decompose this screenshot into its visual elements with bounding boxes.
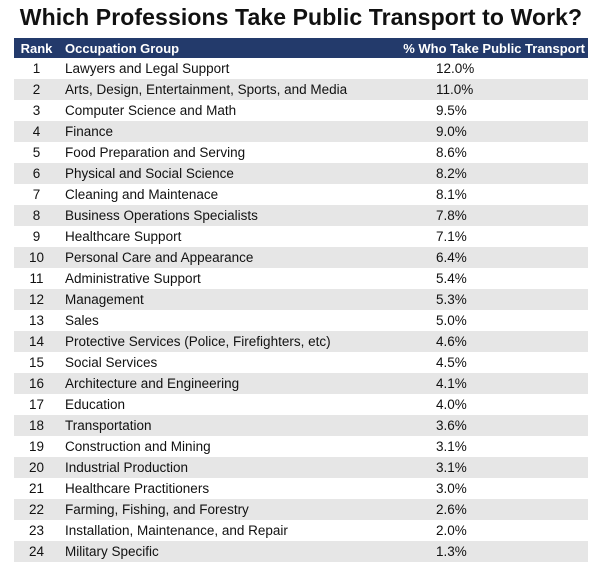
occupation-cell: Food Preparation and Serving — [65, 145, 246, 160]
table-row — [14, 163, 588, 184]
percent-cell: 8.6% — [436, 145, 467, 160]
table-row — [14, 58, 588, 79]
column-header-percent: % Who Take Public Transport — [403, 40, 585, 56]
rank-cell: 23 — [28, 523, 45, 538]
occupation-cell: Business Operations Specialists — [65, 208, 258, 223]
percent-cell: 4.0% — [436, 397, 467, 412]
rank-cell: 8 — [32, 208, 41, 223]
column-header-rank: Rank — [20, 40, 53, 56]
table-row — [14, 436, 588, 457]
table-row — [14, 331, 588, 352]
occupation-cell: Finance — [65, 124, 114, 139]
table-row — [14, 268, 588, 289]
occupation-cell: Healthcare Practitioners — [65, 481, 210, 496]
rank-cell: 4 — [32, 124, 41, 139]
percent-cell: 1.3% — [436, 544, 467, 559]
percent-cell: 12.0% — [436, 61, 475, 76]
table-header — [14, 38, 588, 58]
rank-cell: 11 — [29, 271, 44, 286]
occupation-cell: Computer Science and Math — [65, 103, 237, 118]
occupation-cell: Physical and Social Science — [65, 166, 234, 181]
occupation-cell: Sales — [65, 313, 99, 328]
rank-cell: 5 — [32, 145, 41, 160]
table-row — [14, 100, 588, 121]
table-row — [14, 499, 588, 520]
rank-cell: 22 — [28, 502, 45, 517]
occupation-cell: Construction and Mining — [65, 439, 211, 454]
percent-cell: 3.1% — [436, 439, 467, 454]
percent-cell: 6.4% — [436, 250, 467, 265]
occupation-cell: Installation, Maintenance, and Repair — [65, 523, 288, 538]
percent-cell: 7.8% — [436, 208, 467, 223]
table-row — [14, 205, 588, 226]
rank-cell: 3 — [32, 103, 41, 118]
table-row — [14, 541, 588, 562]
percent-cell: 8.2% — [436, 166, 467, 181]
table-row — [14, 289, 588, 310]
occupation-cell: Lawyers and Legal Support — [65, 61, 230, 76]
percent-cell: 4.1% — [436, 376, 467, 391]
percent-cell: 4.5% — [436, 355, 467, 370]
table-row — [14, 520, 588, 541]
occupation-cell: Healthcare Support — [65, 229, 182, 244]
rank-cell: 14 — [28, 334, 45, 349]
table-row — [14, 373, 588, 394]
table-row — [14, 457, 588, 478]
table-row — [14, 247, 588, 268]
rank-cell: 20 — [28, 460, 45, 475]
table-row — [14, 394, 588, 415]
percent-cell: 3.1% — [436, 460, 467, 475]
rank-cell: 17 — [28, 397, 45, 412]
occupation-cell: Industrial Production — [65, 460, 189, 475]
percent-cell: 5.0% — [436, 313, 467, 328]
header-row — [14, 38, 588, 58]
percent-cell: 7.1% — [436, 229, 467, 244]
rank-cell: 15 — [28, 355, 45, 370]
table-row — [14, 478, 588, 499]
percent-cell: 9.5% — [436, 103, 467, 118]
rank-cell: 6 — [32, 166, 41, 181]
occupation-cell: Arts, Design, Entertainment, Sports, and Media — [65, 82, 348, 97]
occupation-cell: Protective Services (Police, Firefighters, etc) — [65, 334, 331, 349]
percent-cell: 2.0% — [436, 523, 467, 538]
rank-cell: 9 — [32, 229, 41, 244]
percent-cell: 4.6% — [436, 334, 467, 349]
page-title: Which Professions Take Public Transport to Work? — [19, 4, 583, 30]
rank-cell: 19 — [28, 439, 45, 454]
rank-cell: 21 — [28, 481, 45, 496]
rank-cell: 16 — [28, 376, 45, 391]
table-row — [14, 79, 588, 100]
table-row — [14, 310, 588, 331]
occupation-cell: Architecture and Engineering — [65, 376, 240, 391]
occupation-cell: Military Specific — [65, 544, 159, 559]
occupation-cell: Administrative Support — [65, 271, 201, 286]
rank-cell: 2 — [32, 82, 41, 97]
data-table — [14, 38, 588, 562]
rank-cell: 13 — [28, 313, 45, 328]
rank-cell: 10 — [28, 250, 45, 265]
column-header-occupation: Occupation Group — [65, 40, 180, 56]
percent-cell: 5.4% — [436, 271, 467, 286]
percent-cell: 8.1% — [436, 187, 467, 202]
occupation-cell: Farming, Fishing, and Forestry — [65, 502, 249, 517]
table-row — [14, 184, 588, 205]
table-row — [14, 121, 588, 142]
table-row — [14, 226, 588, 247]
percent-cell: 11.0% — [436, 82, 474, 97]
table-row — [14, 142, 588, 163]
percent-cell: 5.3% — [436, 292, 467, 307]
rank-cell: 1 — [32, 61, 41, 76]
occupation-cell: Management — [65, 292, 144, 307]
occupation-cell: Education — [65, 397, 126, 412]
percent-cell: 3.6% — [436, 418, 467, 433]
occupation-cell: Personal Care and Appearance — [65, 250, 254, 265]
rank-cell: 24 — [28, 544, 45, 559]
rank-cell: 12 — [28, 292, 45, 307]
occupation-cell: Cleaning and Maintenace — [65, 187, 219, 202]
table-row — [14, 415, 588, 436]
occupation-cell: Transportation — [65, 418, 152, 433]
occupation-cell: Social Services — [65, 355, 158, 370]
percent-cell: 3.0% — [436, 481, 467, 496]
rank-cell: 18 — [28, 418, 45, 433]
rank-cell: 7 — [32, 187, 41, 202]
table-body — [14, 58, 588, 562]
percent-cell: 2.6% — [436, 502, 467, 517]
percent-cell: 9.0% — [436, 124, 467, 139]
table-row — [14, 352, 588, 373]
